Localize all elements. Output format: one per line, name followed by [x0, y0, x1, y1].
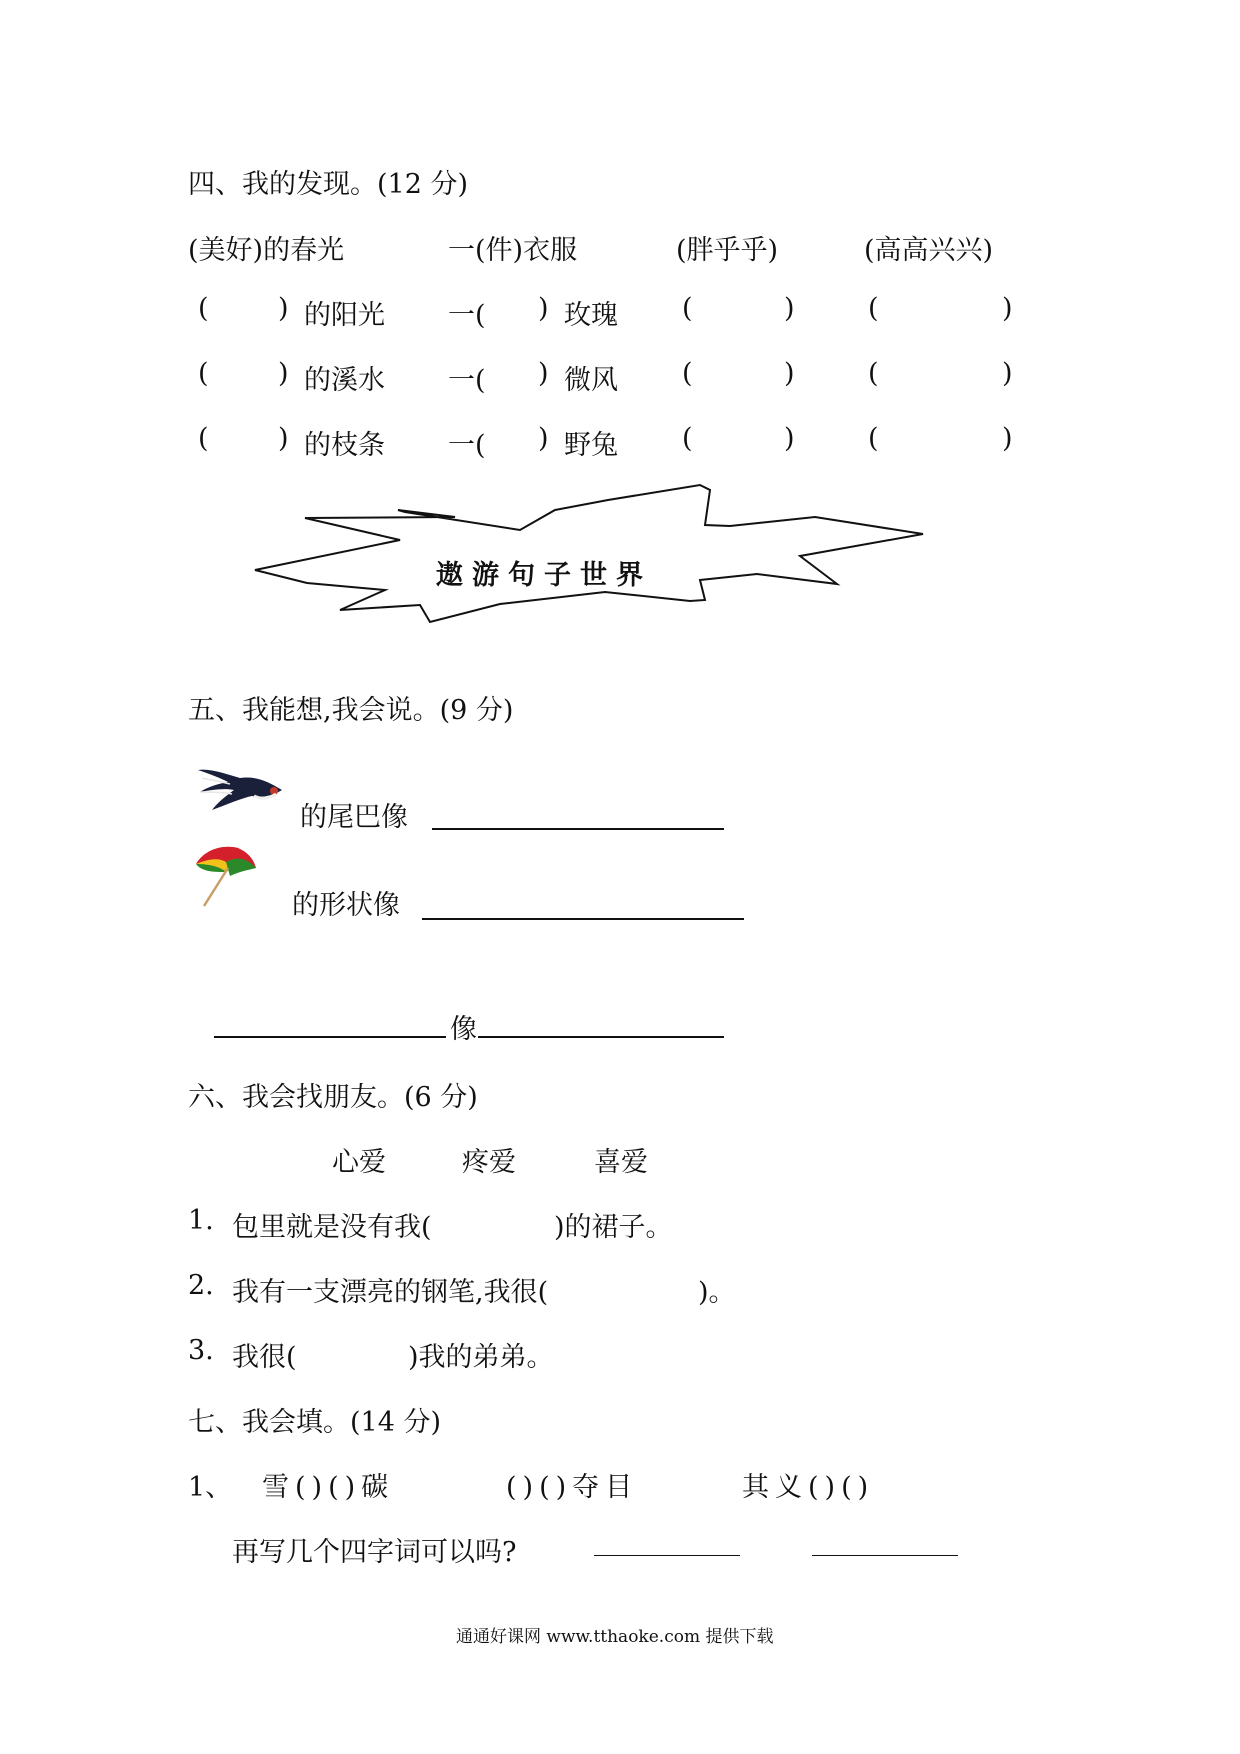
s4-row4-col4-open: (	[868, 423, 879, 454]
section5-heading: 五、我能想,我会说。(9 分)	[188, 695, 514, 726]
s4-row1-col1: (美好)的春光	[188, 235, 345, 266]
s4-row4-col1-close: )	[278, 423, 289, 454]
s6-item-2-after: )。	[698, 1277, 736, 1308]
s4-row2-col1-open: (	[198, 293, 209, 324]
s4-row2-col1-close: )	[278, 293, 289, 324]
s4-row2-col4-close: )	[1002, 293, 1013, 324]
s4-row1-col2: 一(件)衣服	[448, 235, 578, 266]
section4-heading: 四、我的发现。(12 分)	[188, 169, 469, 200]
s4-row3-col4-close: )	[1002, 358, 1013, 389]
free-answer-line-2[interactable]	[478, 1036, 724, 1038]
s7-idiom-1: 雪()()碳	[262, 1472, 395, 1503]
s4-row2-col2-suffix: 玫瑰	[564, 300, 618, 331]
s4-row4-col2-suffix: 野兔	[564, 430, 618, 461]
word-choice-3: 喜爱	[594, 1147, 648, 1178]
s7-item-1-num: 1、	[188, 1472, 233, 1503]
s4-row3-col2-suffix: 微风	[564, 365, 618, 396]
banner-title: 遨游句子世界	[436, 560, 652, 591]
s7-answer-line-1[interactable]	[594, 1555, 740, 1556]
s4-row3-col1-close: )	[278, 358, 289, 389]
s4-row4-col2-close: )	[538, 423, 549, 454]
s4-row3-col1-suffix: 的溪水	[304, 365, 385, 396]
free-compare-word: 像	[450, 1014, 477, 1045]
s4-row3-col1-open: (	[198, 358, 209, 389]
s4-row2-col3-close: )	[784, 293, 795, 324]
s4-row3-col4-open: (	[868, 358, 879, 389]
word-choice-2: 疼爱	[462, 1147, 516, 1178]
s4-row1-col3: (胖乎乎)	[676, 235, 779, 266]
free-answer-line-1[interactable]	[214, 1036, 446, 1038]
s6-item-3-before: 我很(	[232, 1342, 297, 1373]
s4-row2-col4-open: (	[868, 293, 879, 324]
s6-item-2-num: 2.	[188, 1270, 214, 1301]
s6-item-3-num: 3.	[188, 1335, 214, 1366]
swallow-caption: 的尾巴像	[300, 802, 408, 833]
swallow-answer-line[interactable]	[432, 828, 724, 830]
umbrella-icon	[190, 842, 262, 910]
s4-row2-col3-open: (	[682, 293, 693, 324]
s7-prompt: 再写几个四字词可以吗?	[232, 1537, 517, 1568]
s4-row3-col3-close: )	[784, 358, 795, 389]
s4-row3-col2-prefix: 一(	[448, 365, 486, 396]
s6-item-3-after: )我的弟弟。	[408, 1342, 554, 1373]
s4-row4-col1-open: (	[198, 423, 209, 454]
s4-row4-col4-close: )	[1002, 423, 1013, 454]
s6-item-1-num: 1.	[188, 1205, 214, 1236]
s4-row4-col2-prefix: 一(	[448, 430, 486, 461]
s7-answer-line-2[interactable]	[812, 1555, 958, 1556]
s4-row4-col3-close: )	[784, 423, 795, 454]
swallow-icon	[196, 758, 286, 818]
s4-row2-col2-close: )	[538, 293, 549, 324]
s6-item-2-before: 我有一支漂亮的钢笔,我很(	[232, 1277, 549, 1308]
umbrella-answer-line[interactable]	[422, 918, 744, 920]
word-choice-1: 心爱	[332, 1147, 386, 1178]
s4-row2-col1-suffix: 的阳光	[304, 300, 385, 331]
s4-row2-col2-prefix: 一(	[448, 300, 486, 331]
section6-heading: 六、我会找朋友。(6 分)	[188, 1082, 478, 1113]
s6-item-1-before: 包里就是没有我(	[232, 1212, 432, 1243]
section7-heading: 七、我会填。(14 分)	[188, 1407, 442, 1438]
s7-idiom-3: 其义()()	[742, 1472, 875, 1503]
s4-row3-col2-close: )	[538, 358, 549, 389]
s4-row4-col3-open: (	[682, 423, 693, 454]
s7-idiom-2: ()()夺目	[506, 1472, 639, 1503]
s6-item-1-after: )的裙子。	[554, 1212, 673, 1243]
s4-row1-col4: (高高兴兴)	[864, 235, 994, 266]
footer-credit: 通通好课网 www.tthaoke.com 提供下载	[456, 1627, 774, 1647]
s4-row4-col1-suffix: 的枝条	[304, 430, 385, 461]
umbrella-caption: 的形状像	[292, 890, 400, 921]
s4-row3-col3-open: (	[682, 358, 693, 389]
